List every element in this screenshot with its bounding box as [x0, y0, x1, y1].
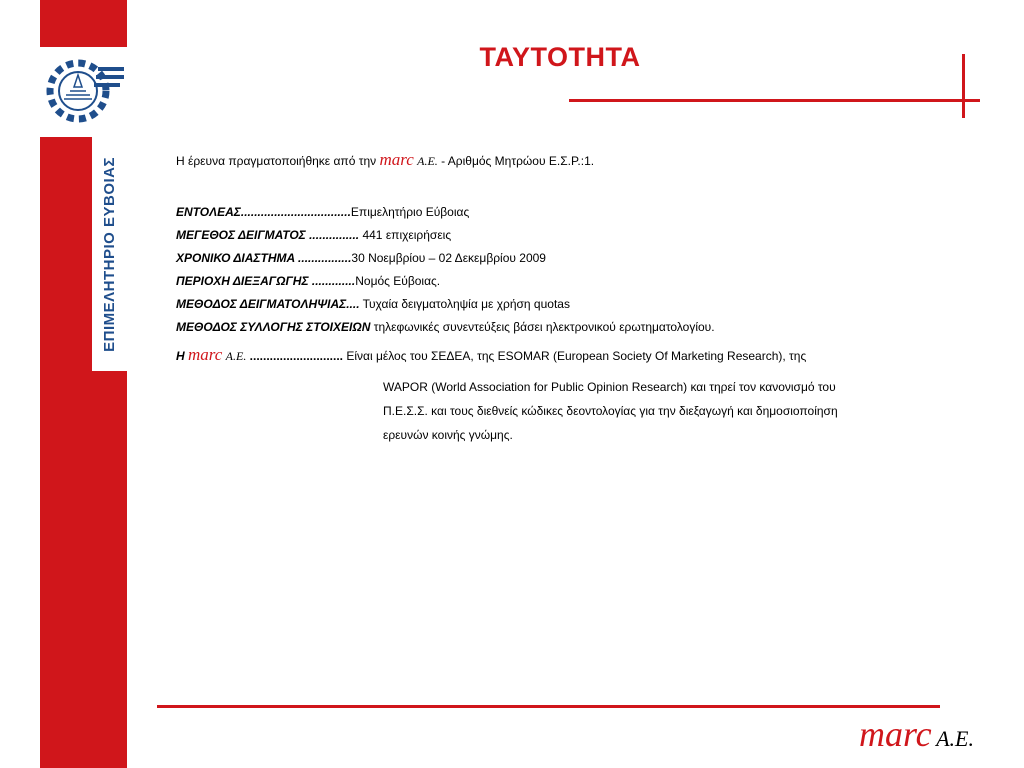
membership-text-3: Π.Ε.Σ.Σ. και τους διεθνείς κώδικες δεοντολογίας για την διεξαγωγή και δημοσιοποίηση: [383, 404, 838, 418]
page-title: ΤΑΥΤΟΤΗΤΑ: [479, 42, 641, 72]
intro-brand: marc: [379, 150, 414, 169]
footer-brand: marc: [859, 714, 932, 754]
detail-row-period: [176, 251, 546, 265]
sidebar-top-red-bar: [40, 0, 127, 47]
intro-suffix: - Αριθμός Μητρώου Ε.Σ.Ρ.:1.: [437, 154, 595, 168]
detail-label: ΠΕΡΙΟΧΗ ΔΙΕΞΑΓΩΓΗΣ .............: [176, 274, 356, 288]
membership-dots: ............................: [246, 349, 344, 363]
detail-value: Επιμελητήριο Εύβοιας: [350, 205, 470, 219]
sidebar-label-box: [92, 137, 127, 371]
intro-prefix: Η έρευνα πραγματοποιήθηκε από την: [176, 154, 380, 168]
detail-label: ΜΕΘΟΔΟΣ ΔΕΙΓΜΑΤΟΛΗΨΙΑΣ....: [176, 297, 360, 311]
detail-label: ΧΡΟΝΙΚΟ ΔΙΑΣΤΗΜΑ ................: [176, 251, 352, 265]
detail-value: Νομός Εύβοιας.: [355, 274, 441, 288]
detail-row-area: [176, 274, 440, 288]
membership-brand: marc: [188, 345, 223, 364]
detail-value: Τυχαία δειγματοληψία με χρήση quotas: [359, 297, 570, 311]
membership-text-2: WAPOR (World Association for Public Opinion Research) και τηρεί τον κανονισμό του: [383, 380, 836, 394]
footer-rule: [157, 705, 940, 708]
organization-vertical-label: ΕΠΙΜΕΛΗΤΗΡΙΟ ΕΥΒΟΙΑΣ: [101, 156, 118, 352]
detail-row-sample-size: [176, 228, 451, 242]
membership-line-1: [176, 345, 806, 365]
membership-brand-suffix: Α.Ε.: [225, 349, 247, 363]
detail-row-sampling-method: [176, 297, 570, 311]
chamber-logo: [40, 47, 127, 135]
detail-label: ΕΝΤΟΛΕΑΣ.................................: [176, 205, 351, 219]
detail-value: 441 επιχειρήσεις: [359, 228, 452, 242]
detail-label: ΜΕΘΟΔΟΣ ΣΥΛΛΟΓΗΣ ΣΤΟΙΧΕΙΩΝ: [176, 320, 371, 334]
membership-text-4: ερευνών κοινής γνώμης.: [383, 428, 513, 442]
membership-prefix: Η: [176, 349, 188, 363]
detail-value: 30 Νοεμβρίου – 02 Δεκεμβρίου 2009: [351, 251, 546, 265]
detail-row-client: [176, 205, 469, 219]
title-underline-rule: [569, 99, 980, 102]
title-vertical-rule: [962, 54, 965, 118]
footer-logo: [859, 713, 974, 755]
intro-brand-suffix: Α.Ε.: [417, 154, 438, 168]
detail-row-collection-method: [176, 320, 715, 334]
intro-line: [176, 150, 594, 170]
chamber-gear-logo-icon: [40, 47, 127, 135]
footer-brand-suffix: Α.Ε.: [936, 726, 974, 751]
detail-label: ΜΕΓΕΘΟΣ ΔΕΙΓΜΑΤΟΣ ...............: [176, 228, 360, 242]
detail-value: τηλεφωνικές συνεντεύξεις βάσει ηλεκτρονικού ερωτηματολογίου.: [370, 320, 715, 334]
membership-text-1: Είναι μέλος του ΣΕΔΕΑ, της ESOMAR (European Society Of Marketing Research), της: [343, 349, 807, 363]
